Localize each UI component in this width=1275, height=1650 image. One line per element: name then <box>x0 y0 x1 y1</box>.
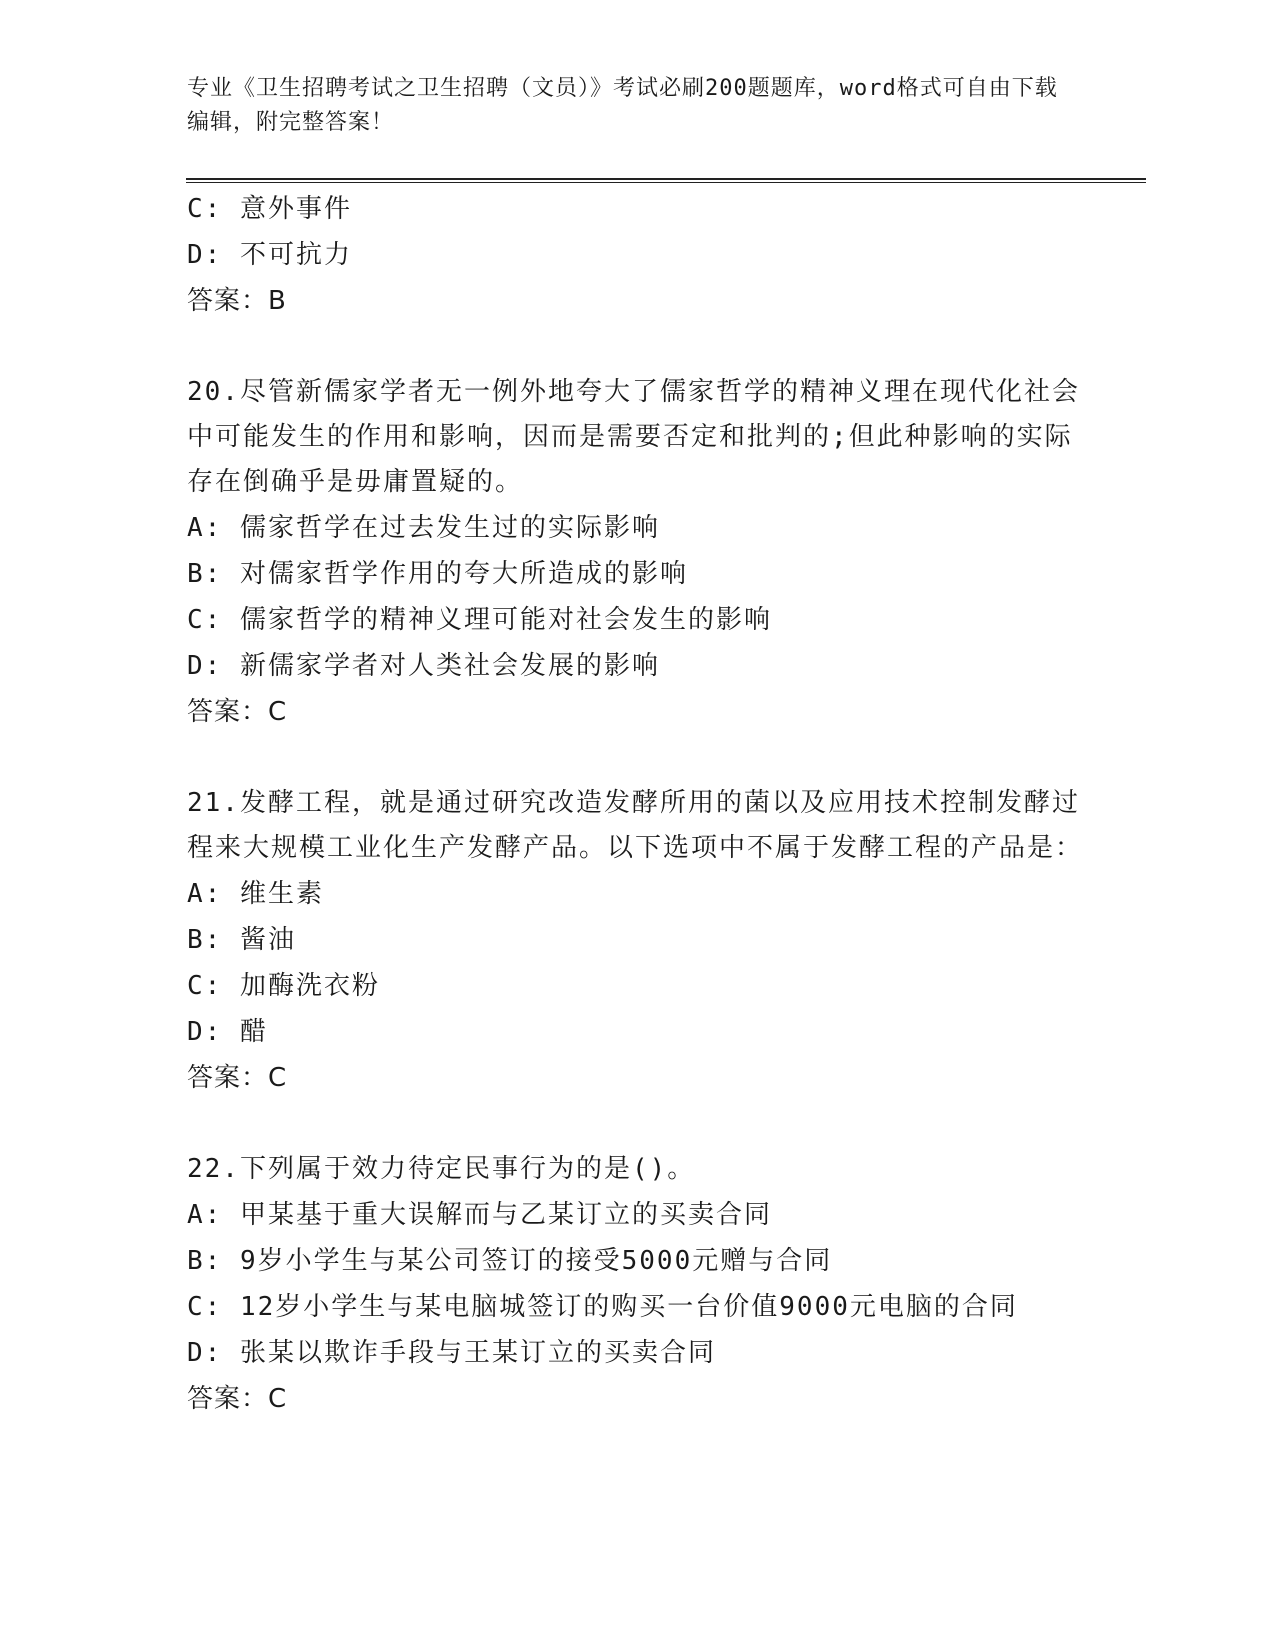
header-rule-thin <box>186 182 1146 183</box>
option-b: B: 对儒家哲学作用的夸大所造成的影响 <box>187 559 688 589</box>
question-text: 22.下列属于效力待定民事行为的是()。 <box>187 1154 696 1184</box>
option-a: A: 维生素 <box>187 879 324 909</box>
option-d: D: 不可抗力 <box>187 240 352 270</box>
option-c: C: 加酶洗衣粉 <box>187 971 380 1001</box>
answer-line: 答案：C <box>187 697 288 727</box>
option-a: A: 甲某基于重大误解而与乙某订立的买卖合同 <box>187 1200 772 1230</box>
question-22 <box>187 1147 1087 1422</box>
question-text: 20.尽管新儒家学者无一例外地夸大了儒家哲学的精神义理在现代化社会中可能发生的作用和影响，因而是需要否定和批判的;但此种影响的实际存在倒确乎是毋庸置疑的。 <box>187 377 1080 497</box>
question-20 <box>187 370 1087 735</box>
header-rule-thick <box>186 178 1146 180</box>
option-d: D: 张某以欺诈手段与王某订立的买卖合同 <box>187 1338 716 1368</box>
previous-question-tail <box>187 186 1087 324</box>
question-text: 21.发酵工程，就是通过研究改造发酵所用的菌以及应用技术控制发酵过程来大规模工业化生产发酵产品。以下选项中不属于发酵工程的产品是： <box>187 788 1084 863</box>
option-d: D: 醋 <box>187 1017 268 1047</box>
document-body <box>187 186 1087 1422</box>
option-b: B: 9岁小学生与某公司签订的接受5000元赠与合同 <box>187 1246 833 1276</box>
document-header: 专业《卫生招聘考试之卫生招聘（文员）》考试必刷200题题库，word格式可自由下载编辑，附完整答案！ <box>187 76 1058 135</box>
answer-line: 答案：C <box>187 1384 288 1414</box>
option-c: C: 儒家哲学的精神义理可能对社会发生的影响 <box>187 605 772 635</box>
option-c: C: 意外事件 <box>187 194 352 224</box>
question-21 <box>187 781 1087 1101</box>
option-b: B: 酱油 <box>187 925 296 955</box>
option-a: A: 儒家哲学在过去发生过的实际影响 <box>187 513 660 543</box>
answer-line: 答案：C <box>187 1063 288 1093</box>
option-c: C: 12岁小学生与某电脑城签订的购买一台价值9000元电脑的合同 <box>187 1292 1018 1322</box>
answer-line: 答案：B <box>187 286 287 316</box>
option-d: D: 新儒家学者对人类社会发展的影响 <box>187 651 660 681</box>
